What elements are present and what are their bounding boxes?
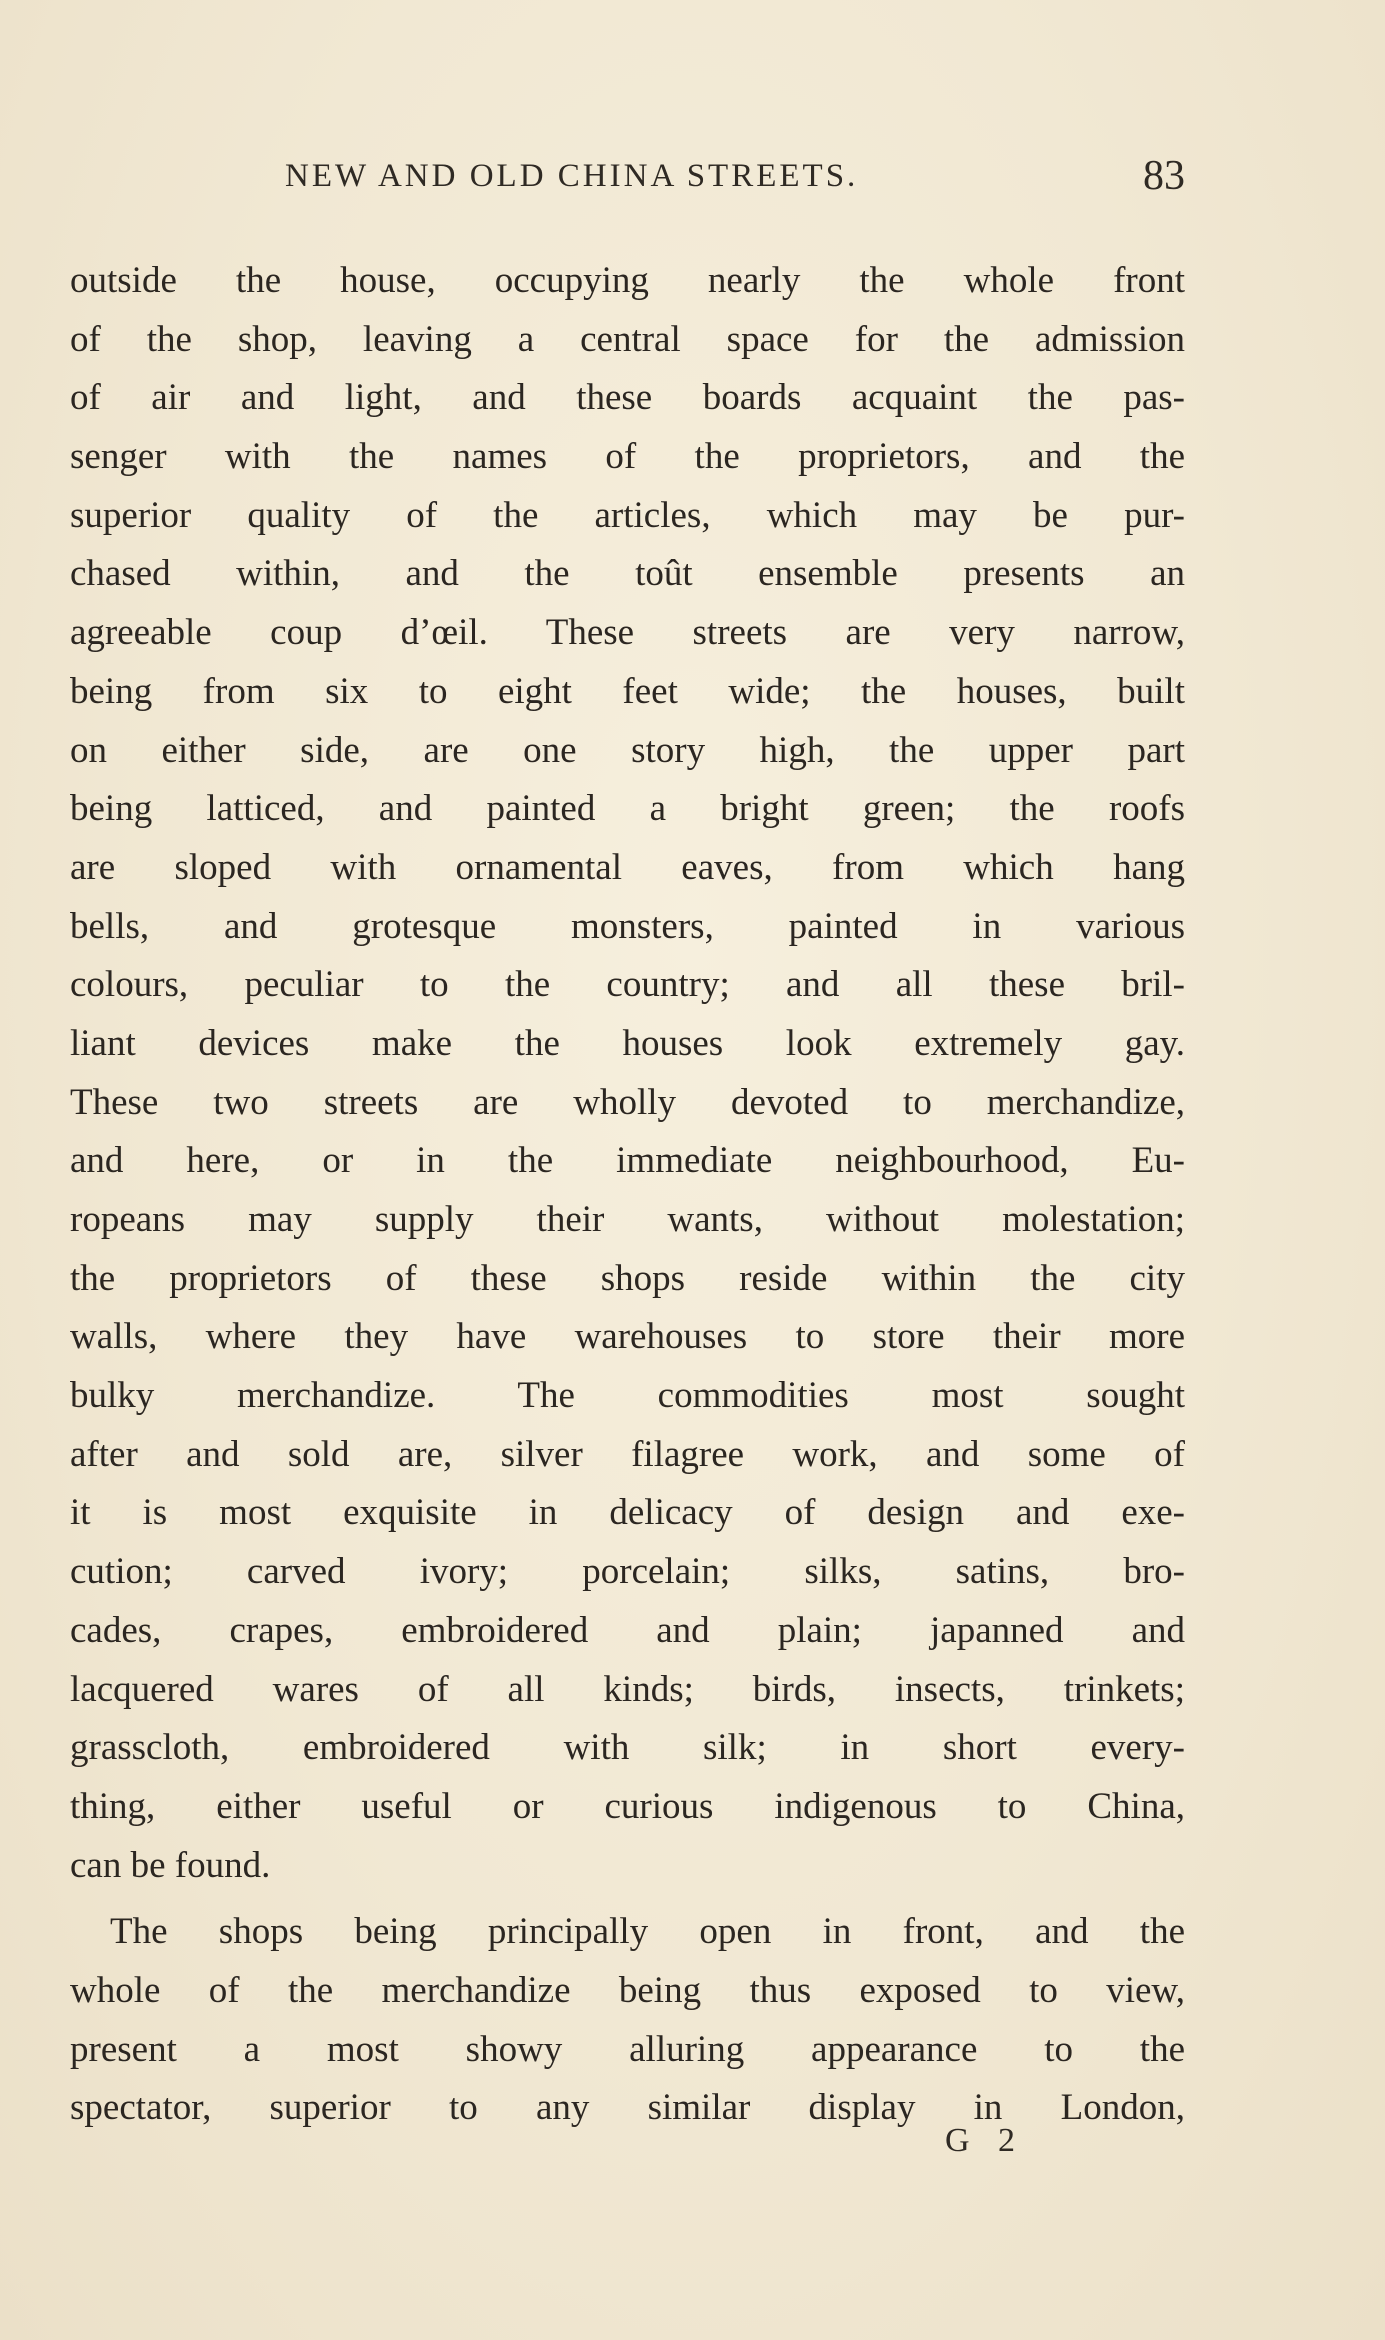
text-line: and here, or in the immediate neighbourhood, Eu- (70, 1140, 1185, 1182)
text-line: walls, where they have warehouses to store their more (70, 1316, 1185, 1358)
signature-mark: G 2 (945, 2122, 1026, 2159)
text-line: it is most exquisite in delicacy of design and exe- (70, 1492, 1185, 1534)
text-line: bells, and grotesque monsters, painted in various (70, 905, 1185, 947)
text-line: lacquered wares of all kinds; birds, insects, trinkets; (70, 1668, 1185, 1710)
running-head: NEW AND OLD CHINA STREETS. (285, 158, 859, 194)
text-line: after and sold are, silver filagree work, and some of (70, 1433, 1185, 1475)
text-line: thing, either useful or curious indigenous to China, (70, 1785, 1185, 1827)
text-line: of the shop, leaving a central space for the admission (70, 318, 1185, 360)
text-line: cades, crapes, embroidered and plain; japanned and (70, 1609, 1185, 1651)
text-line: the proprietors of these shops reside within the city (70, 1257, 1185, 1299)
text-line: are sloped with ornamental eaves, from which hang (70, 846, 1185, 888)
text-line: ropeans may supply their wants, without molestation; (70, 1199, 1185, 1240)
text-line: on either side, are one story high, the upper part (70, 729, 1185, 771)
text-line: can be found. (70, 1844, 271, 1886)
paragraph-gap (70, 1895, 1185, 1903)
paragraph-1 (70, 252, 1185, 1895)
text-line: senger with the names of the proprietors, and the (70, 436, 1185, 478)
text-line: liant devices make the houses look extremely gay. (70, 1022, 1185, 1064)
paragraph-2 (70, 1903, 1185, 2138)
text-line: being from six to eight feet wide; the houses, built (70, 670, 1185, 712)
text-line: agreeable coup d’œil. These streets are very narrow, (70, 612, 1185, 654)
text-line: whole of the merchandize being thus exposed to view, (70, 1969, 1185, 2011)
text-line: These two streets are wholly devoted to merchandize, (70, 1081, 1185, 1123)
text-line: chased within, and the toût ensemble presents an (70, 553, 1185, 595)
text-line: outside the house, occupying nearly the whole front (70, 260, 1185, 301)
page-number: 83 (1143, 153, 1185, 199)
text-line: grasscloth, embroidered with silk; in short every- (70, 1727, 1185, 1769)
text-line: bulky merchandize. The commodities most sought (70, 1375, 1185, 1417)
text-line: of air and light, and these boards acquaint the pas- (70, 377, 1185, 419)
text-line: spectator, superior to any similar display in London, (70, 2087, 1185, 2129)
text-line: cution; carved ivory; porcelain; silks, satins, bro- (70, 1551, 1185, 1593)
body-text (70, 252, 1185, 2138)
text-line: superior quality of the articles, which may be pur- (70, 494, 1185, 536)
text-line: present a most showy alluring appearance to the (70, 2028, 1185, 2070)
text-line: colours, peculiar to the country; and all these bril- (70, 964, 1185, 1006)
page-header (70, 148, 1185, 218)
text-line: The shops being principally open in front, and the (110, 1911, 1185, 1953)
text-line: being latticed, and painted a bright green; the roofs (70, 788, 1185, 830)
